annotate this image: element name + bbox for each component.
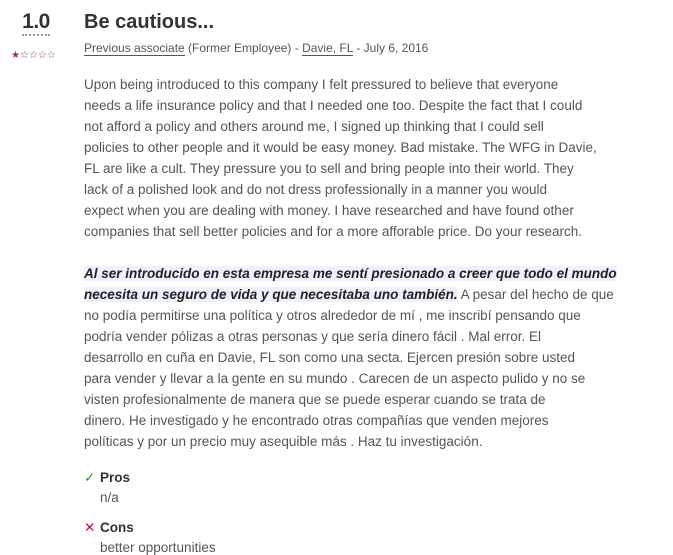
cons-label: Cons: [100, 520, 134, 535]
text-line: FL are like a cult. They pressure you to sell and bring people into their world. They: [84, 161, 574, 176]
review-meta: [84, 41, 428, 55]
star-rating-icon: ★☆☆☆☆: [11, 50, 56, 61]
highlighted-text: Al ser introducido en esta empresa me sentí presionado a creer que todo el mundo: [84, 266, 617, 281]
pros-text: n/a: [100, 490, 119, 505]
author-link[interactable]: Previous associate: [84, 41, 185, 55]
employee-status: (Former Employee) -: [184, 41, 303, 55]
rating-value: 1.0: [22, 10, 50, 36]
highlighted-text: necesita un seguro de vida y que necesitaba uno también.: [84, 287, 458, 302]
text-line: expect when you are dealing with money. I have researched and have found other: [84, 203, 574, 218]
text-line: Upon being introduced to this company I felt pressured to believe that everyone: [84, 77, 559, 92]
pros-section: [84, 470, 130, 505]
text-line: companies that sell better policies and for a more afforable price. Do your research.: [84, 224, 583, 239]
text-line: para vender y llevar a la gente en su mundo . Carecen de un aspecto pulido y no se: [84, 371, 586, 386]
text-line: not afford a policy and others around me, I signed up thinking that I could sell: [84, 119, 544, 134]
review-title: Be cautious...: [84, 11, 215, 33]
text-line: políticas y por un precio muy asequible más . Haz tu investigación.: [84, 434, 483, 449]
text-line: desarrollo en cuña en Davie, FL son como una secta. Ejercen presión sobre usted: [84, 350, 576, 365]
text: A pesar del hecho de que: [457, 287, 614, 302]
text-line: visten profesionalmente de manera que se puede esperar cuando se trata de: [84, 392, 546, 407]
location-link[interactable]: Davie, FL: [302, 41, 353, 55]
cons-text: better opportunities: [100, 540, 216, 555]
review-date: - July 6, 2016: [352, 41, 429, 55]
text-line: dinero. He investigado y he encontrado otras compañías que venden mejores: [84, 413, 549, 428]
check-icon: ✓: [84, 470, 96, 486]
text-line: lack of a polished look and do not dress professionally in a manner you would: [84, 182, 548, 197]
cons-section: [84, 520, 216, 555]
text-line: needs a life insurance policy and that I needed one too. Despite the fact that I could: [84, 98, 583, 113]
text-line: podría vender pólizas a otras personas y que sería dinero fácil . Mal error. El: [84, 329, 541, 344]
x-icon: ✕: [84, 520, 96, 536]
text-line: no podía permitirse una política y otros alrededor de mí , me inscribí pensando que: [84, 308, 581, 323]
rating: [18, 10, 54, 34]
review-text-spanish: [84, 263, 664, 452]
text-line: policies to other people and it would be easy money. Bad mistake. The WFG in Davie,: [84, 140, 597, 155]
review-text-english: [84, 74, 664, 242]
pros-label: Pros: [100, 470, 131, 485]
